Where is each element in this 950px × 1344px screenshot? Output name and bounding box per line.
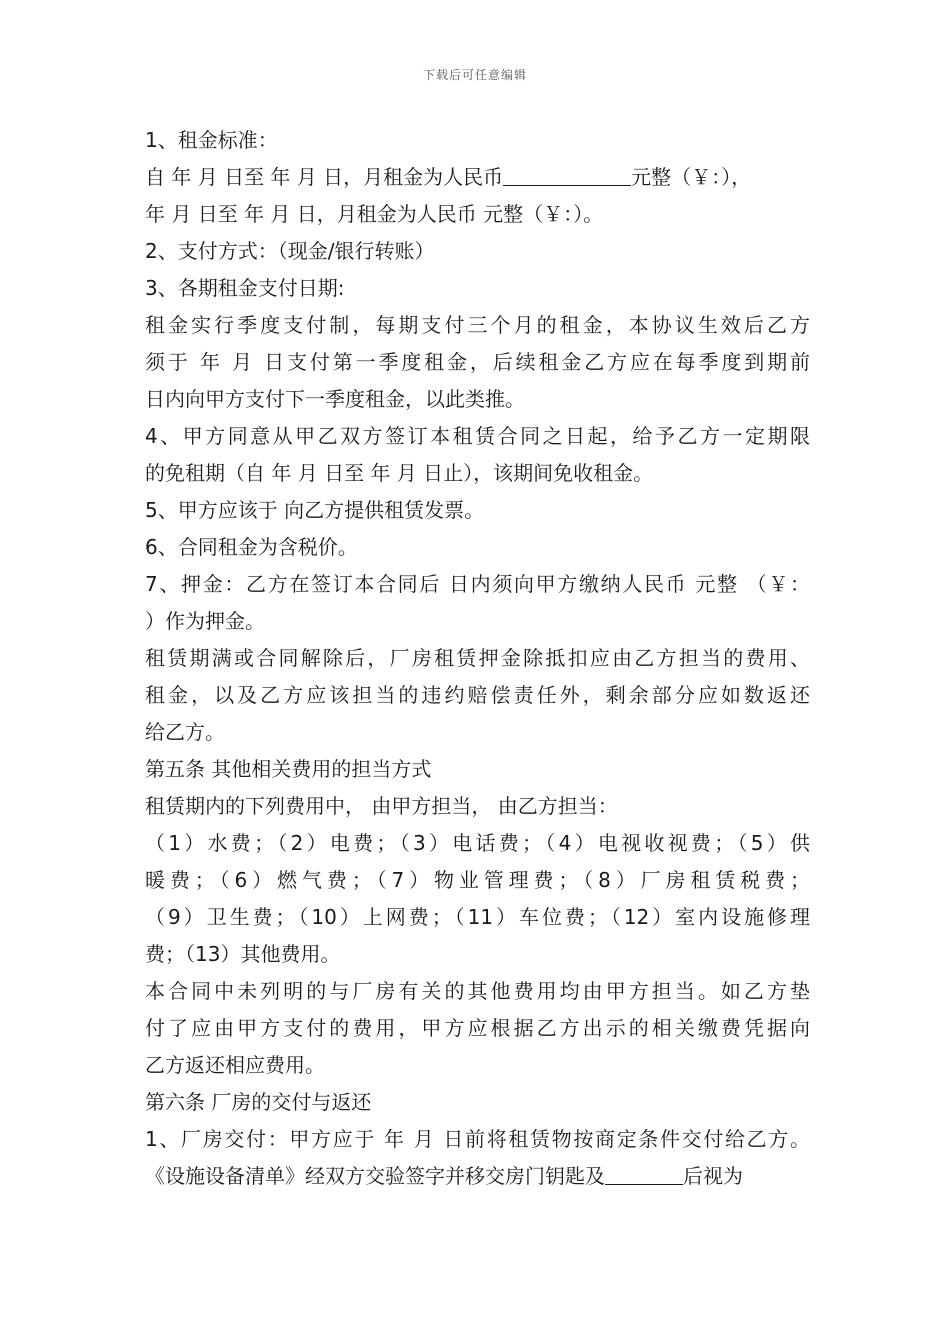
section-heading: 第五条 其他相关费用的担当方式	[145, 757, 432, 781]
text-line: 本合同中未列明的与厂房有关的其他费用均由甲方担当。如乙方垫	[145, 979, 810, 1003]
text-line: 租金，以及乙方应该担当的违约赔偿责任外，剩余部分应如数返还	[145, 683, 810, 707]
text-line	[145, 159, 810, 196]
text-line: （1）水费；（2）电费；（3）电话费；（4）电视收视费；（5）供	[145, 831, 810, 855]
text-line: 付了应由甲方支付的费用，甲方应根据乙方出示的相关缴费凭据向	[145, 1016, 810, 1040]
header-note: 下载后可任意编辑	[422, 68, 527, 82]
text-segment: 元整（￥：），	[631, 165, 752, 189]
text-line: 暖费；（6）燃气费；（7）物业管理费；（8）厂房租赁税费；	[145, 868, 810, 892]
text-segment: 《设施设备清单》经双方交验签字并移交房门钥匙及	[145, 1164, 605, 1188]
text-line: 须于 年 月 日支付第一季度租金，后续租金乙方应在每季度到期前	[145, 350, 810, 374]
text-line: 1、厂房交付：甲方应于 年 月 日前将租赁物按商定条件交付给乙方。	[145, 1127, 810, 1151]
section-heading: 第六条 厂房的交付与返还	[145, 1090, 372, 1114]
text-line: 费；（13）其他费用。	[145, 942, 341, 966]
text-line: 2、支付方式：（现金/银行转账）	[145, 239, 435, 263]
text-line: 4、甲方同意从甲乙双方签订本租赁合同之日起，给予乙方一定期限	[145, 424, 810, 448]
text-segment: 后视为	[683, 1164, 743, 1188]
text-line: （9）卫生费；（10）上网费；（11）车位费；（12）室内设施修理	[145, 905, 810, 929]
text-line: 给乙方。	[145, 720, 225, 744]
document-body	[145, 122, 810, 1195]
text-line: 6、合同租金为含税价。	[145, 535, 358, 559]
text-segment: 自 年 月 日至 年 月 日，月租金为人民币	[145, 165, 504, 189]
blank-line	[605, 1162, 683, 1185]
text-line: 乙方返还相应费用。	[145, 1053, 325, 1077]
text-line: 5、甲方应该于 向乙方提供租赁发票。	[145, 498, 485, 522]
text-line: 3、各期租金支付日期:	[145, 276, 345, 300]
text-line: 租赁期满或合同解除后，厂房租赁押金除抵扣应由乙方担当的费用、	[145, 646, 810, 670]
text-line	[145, 1158, 810, 1195]
text-line: 年 月 日至 年 月 日，月租金为人民币 元整（￥：）。	[145, 202, 604, 226]
text-line: 的免租期（自 年 月 日至 年 月 日止），该期间免收租金。	[145, 461, 654, 485]
text-line: 1、租金标准：	[145, 128, 278, 152]
text-line: ）作为押金。	[145, 609, 265, 633]
blank-line	[503, 163, 631, 186]
text-line: 租赁期内的下列费用中， 由甲方担当， 由乙方担当：	[145, 794, 618, 818]
text-line: 7、押金：乙方在签订本合同后 日内须向甲方缴纳人民币 元整 （￥：	[145, 572, 810, 596]
text-line: 日内向甲方支付下一季度租金，以此类推。	[145, 387, 525, 411]
text-line: 租金实行季度支付制，每期支付三个月的租金，本协议生效后乙方	[145, 313, 810, 337]
